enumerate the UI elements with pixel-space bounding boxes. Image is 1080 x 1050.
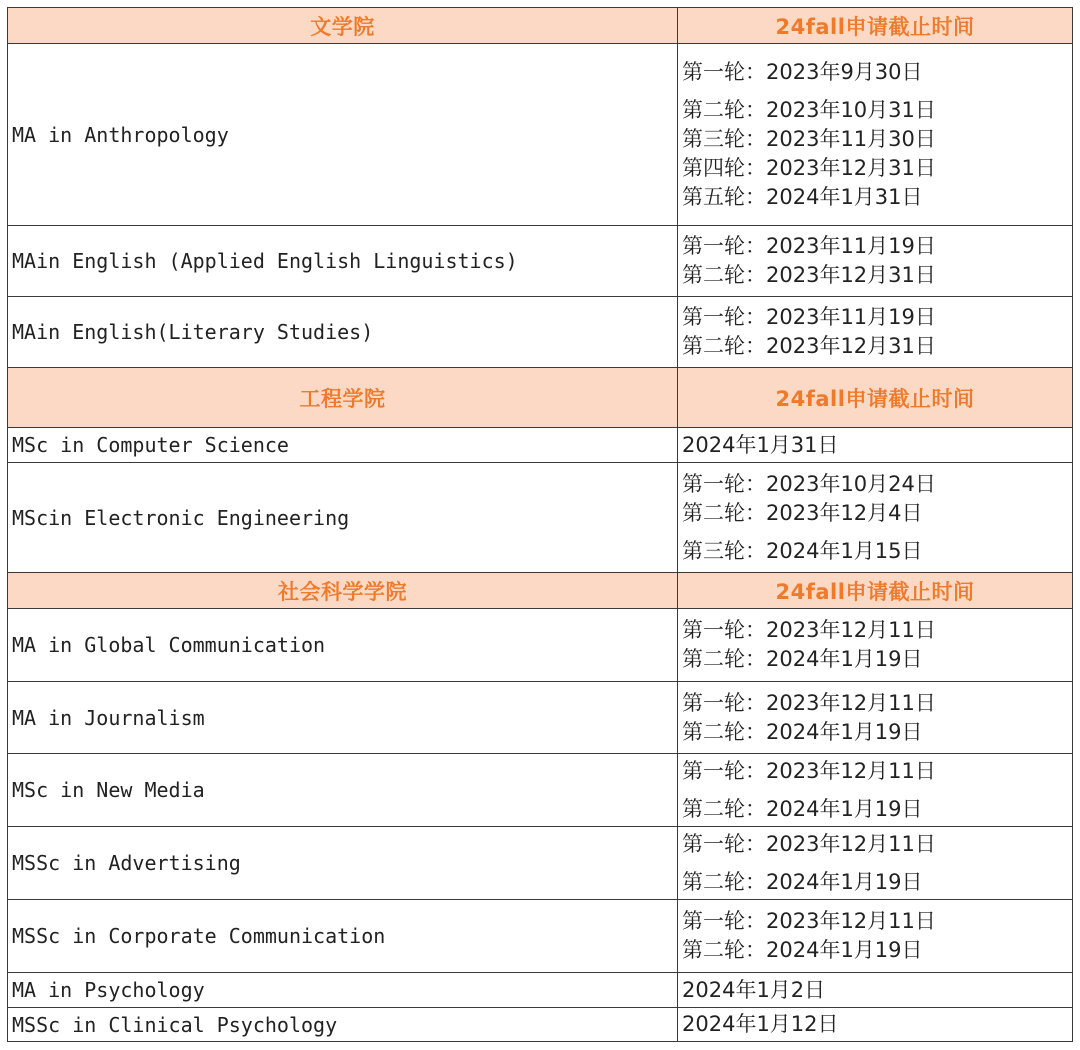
deadline-round: 第三轮：2024年1月15日: [682, 538, 923, 563]
program-name: MSc in New Media: [8, 754, 678, 827]
deadline-cell: [678, 900, 1073, 973]
faculty-name: 文学院: [8, 8, 678, 44]
program-row: [8, 463, 1073, 573]
program-row: [8, 609, 1073, 682]
program-row: [8, 827, 1073, 900]
deadline-round: 第一轮：2023年11月19日: [682, 234, 936, 258]
program-name: MScin Electronic Engineering: [8, 463, 678, 573]
deadline-round: 第二轮：2024年1月19日: [682, 796, 923, 821]
deadline-cell: [678, 609, 1073, 682]
program-row: [8, 428, 1073, 463]
program-row: [8, 297, 1073, 368]
table-body: [8, 8, 1073, 1042]
deadline-round: 第二轮：2023年12月31日: [682, 334, 936, 358]
deadline-round: 第二轮：2023年12月31日: [682, 263, 936, 287]
program-row: [8, 44, 1073, 226]
section-header-row: [8, 368, 1073, 428]
program-name: MA in Journalism: [8, 682, 678, 754]
program-name: MA in Psychology: [8, 973, 678, 1008]
deadline-table: [7, 7, 1073, 1042]
deadline-round: 2024年1月2日: [682, 977, 826, 1002]
deadline-cell: [678, 226, 1073, 297]
deadline-round: 第二轮：2023年12月4日: [682, 500, 923, 525]
deadline-column-header: 24fall申请截止时间: [678, 8, 1073, 44]
deadline-column-header: 24fall申请截止时间: [678, 368, 1073, 428]
program-name: MA in Global Communication: [8, 609, 678, 682]
deadline-round: 第二轮：2024年1月19日: [682, 869, 923, 894]
program-name: MAin English(Literary Studies): [8, 297, 678, 368]
program-name: MSc in Computer Science: [8, 428, 678, 463]
section-header-row: [8, 8, 1073, 44]
faculty-name: 工程学院: [8, 368, 678, 428]
deadline-round: 第二轮：2024年1月19日: [682, 719, 923, 744]
deadline-round: 第一轮：2023年10月24日: [682, 471, 936, 496]
deadline-round: 第二轮：2023年10月31日: [682, 97, 936, 122]
program-name: MSSc in Corporate Communication: [8, 900, 678, 973]
deadline-round: 第二轮：2024年1月19日: [682, 938, 923, 962]
program-row: [8, 1008, 1073, 1042]
program-row: [8, 973, 1073, 1008]
deadline-cell: [678, 1008, 1073, 1042]
deadline-round: 第三轮：2023年11月30日: [682, 126, 936, 151]
deadline-cell: [678, 682, 1073, 754]
deadline-round: 第一轮：2023年12月11日: [682, 690, 936, 715]
deadline-round: 第一轮：2023年12月11日: [682, 909, 936, 933]
deadline-round: 第一轮：2023年12月11日: [682, 831, 936, 856]
deadline-round: 第一轮：2023年11月19日: [682, 305, 936, 329]
program-row: [8, 682, 1073, 754]
deadline-round: 2024年1月12日: [682, 1012, 839, 1036]
deadline-column-header: 24fall申请截止时间: [678, 573, 1073, 609]
deadline-round: 2024年1月31日: [682, 432, 839, 457]
deadline-cell: [678, 973, 1073, 1008]
program-row: [8, 754, 1073, 827]
deadline-cell: [678, 463, 1073, 573]
deadline-round: 第四轮：2023年12月31日: [682, 155, 936, 180]
program-name: MSSc in Clinical Psychology: [8, 1008, 678, 1042]
deadline-round: 第五轮：2024年1月31日: [682, 184, 923, 209]
program-row: [8, 900, 1073, 973]
deadline-round: 第一轮：2023年12月11日: [682, 618, 936, 642]
program-name: MAin English (Applied English Linguistics): [8, 226, 678, 297]
deadline-round: 第一轮：2023年9月30日: [682, 59, 923, 84]
deadline-cell: [678, 428, 1073, 463]
deadline-cell: [678, 754, 1073, 827]
faculty-name: 社会科学学院: [8, 573, 678, 609]
deadline-round: 第二轮：2024年1月19日: [682, 647, 923, 671]
program-name: MSSc in Advertising: [8, 827, 678, 900]
section-header-row: [8, 573, 1073, 609]
deadline-cell: [678, 827, 1073, 900]
deadline-round: 第一轮：2023年12月11日: [682, 758, 936, 783]
deadline-cell: [678, 44, 1073, 226]
program-name: MA in Anthropology: [8, 44, 678, 226]
deadline-cell: [678, 297, 1073, 368]
program-row: [8, 226, 1073, 297]
